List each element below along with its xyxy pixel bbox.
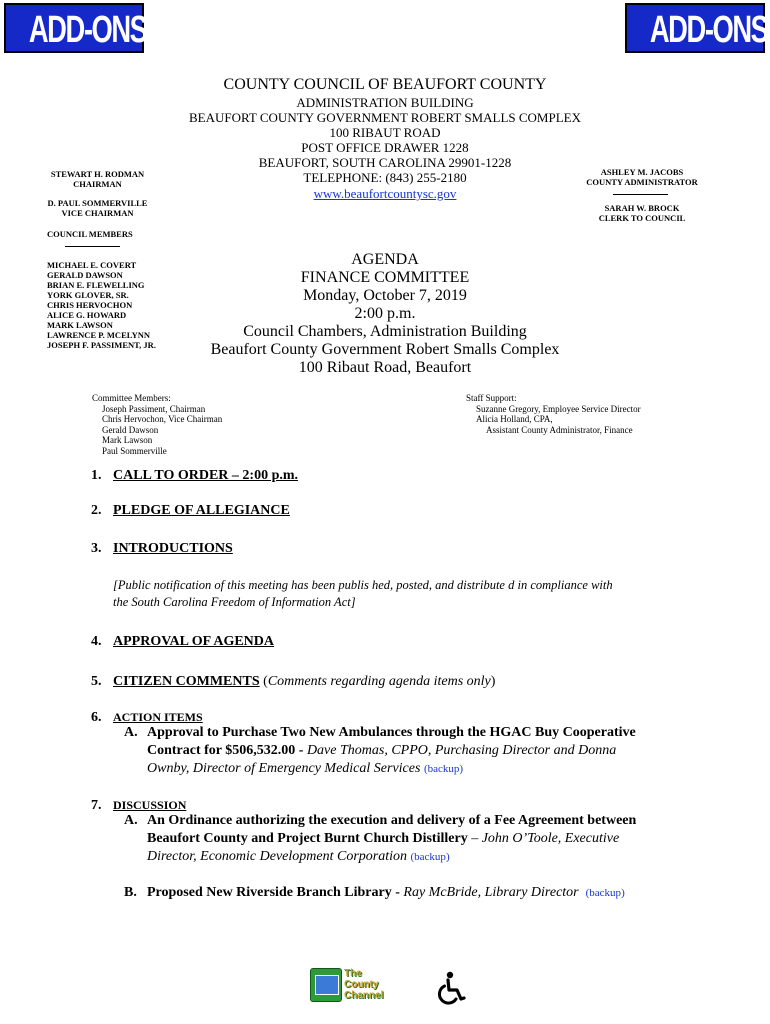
discussion-item-b-bold: Proposed New Riverside Branch Library -	[147, 885, 404, 900]
item-call-to-order	[91, 467, 298, 485]
website-link[interactable]: www.beaufortcountysc.gov	[313, 186, 457, 201]
left-divider	[65, 246, 120, 247]
add-ons-banner-left-text: ADD-ONS	[28, 9, 147, 51]
discussion-item-b-italic: Ray McBride, Library Director	[403, 885, 579, 900]
administrator-name: ASHLEY M. JACOBS	[600, 167, 684, 177]
discussion-item-a-line-2-italic: – John O’Toole, Executive	[467, 831, 620, 846]
staff-support-heading: Staff Support:	[466, 393, 517, 403]
sub-item-letter: B.	[124, 885, 137, 900]
council-title: COUNTY COUNCIL OF BEAUFORT COUNTY	[223, 76, 547, 93]
item-number: 6.	[91, 710, 102, 725]
public-notice	[113, 577, 613, 611]
add-ons-banner-right-text: ADD-ONS	[649, 9, 768, 51]
committee-name: FINANCE COMMITTEE	[300, 269, 470, 286]
sub-item-letter: A.	[124, 725, 138, 740]
item-label: CALL TO ORDER – 2:00 p.m.	[113, 468, 299, 483]
add-ons-banner-right	[625, 3, 768, 53]
item-pledge	[91, 502, 290, 520]
item-number: 4.	[91, 634, 102, 649]
header-telephone: TELEPHONE: (843) 255-2180	[303, 170, 467, 185]
discussion-item-a-line-3-italic: Director, Economic Development Corporation	[147, 849, 407, 864]
item-number: 1.	[91, 468, 102, 483]
staff-member: Alicia Holland, CPA,	[476, 414, 553, 424]
council-member: ALICE G. HOWARD	[47, 310, 127, 320]
action-item-a-line-2-italic: Dave Thomas, CPPO, Purchasing Director and Donna	[306, 743, 617, 758]
meeting-complex: Beaufort County Government Robert Smalls Complex	[210, 341, 560, 358]
item-number: 5.	[91, 674, 102, 689]
header-line-5: BEAUFORT, SOUTH CAROLINA 29901-1228	[258, 155, 512, 170]
administrator-block	[573, 167, 711, 187]
council-member: LAWRENCE P. MCELYNN	[47, 330, 151, 340]
staff-member: Suzanne Gregory, Employee Service Director	[476, 403, 641, 414]
vice-chairman-title: VICE CHAIRMAN	[61, 208, 134, 218]
county-channel-badge	[310, 968, 342, 1002]
staff-member: Assistant County Administrator, Finance	[486, 424, 633, 435]
item-label: PLEDGE OF ALLEGIANCE	[113, 503, 290, 518]
meeting-place: Council Chambers, Administration Building	[243, 323, 527, 340]
item-number: 3.	[91, 541, 102, 556]
item-number: 7.	[91, 798, 102, 813]
citizen-comments-paren-open: (	[259, 674, 268, 689]
logo-word: Channel	[344, 990, 384, 1001]
meeting-time: 2:00 p.m.	[354, 305, 416, 322]
council-member: JOSEPH F. PASSIMENT, JR.	[47, 340, 156, 350]
committee-member: Gerald Dawson	[102, 424, 159, 435]
vice-chairman-block	[40, 198, 155, 218]
clerk-block	[573, 203, 711, 223]
action-item-a-line-2-bold: Contract for $506,532.00 -	[147, 743, 307, 758]
public-notice-line-2: the South Carolina Freedom of Information Act]	[113, 595, 356, 609]
right-divider	[613, 194, 668, 195]
meeting-date: Monday, October 7, 2019	[303, 287, 467, 304]
council-members-heading: COUNCIL MEMBERS	[47, 229, 133, 239]
action-item-a: A. Approval to Purchase Two New Ambulances through the HGAC Buy Cooperative Contract for $506,532.00 - Dave Thomas, CPPO, Purchasing Director and Donna Ownby, Director of Emergency Medical Services (backup)	[124, 725, 636, 776]
header-line-2: BEAUFORT COUNTY GOVERNMENT ROBERT SMALLS COMPLEX	[189, 110, 581, 125]
discussion-item-b: B. Proposed New Riverside Branch Library - Ray McBride, Library Director (backup)	[124, 885, 625, 900]
header-line-3: 100 RIBAUT ROAD	[329, 125, 441, 140]
logo-word: County	[344, 979, 379, 990]
item-approval-of-agenda	[91, 633, 274, 651]
header-line-1: ADMINISTRATION BUILDING	[296, 95, 474, 110]
backup-link[interactable]: backup	[427, 763, 460, 775]
backup-link[interactable]: backup	[414, 851, 446, 863]
clerk-name: SARAH W. BROCK	[604, 203, 680, 213]
council-member: MICHAEL E. COVERT	[47, 260, 137, 270]
wheelchair-icon	[432, 970, 468, 1006]
item-introductions	[91, 540, 233, 558]
meeting-address: 100 Ribaut Road, Beaufort	[298, 359, 472, 376]
discussion-item-a-line-1: An Ordinance authorizing the execution and delivery of a Fee Agreement between	[147, 813, 637, 828]
item-label: INTRODUCTIONS	[113, 541, 233, 556]
committee-member: Mark Lawson	[102, 435, 153, 445]
county-channel-logo	[310, 968, 394, 1004]
add-ons-banner-left	[4, 3, 147, 53]
header-line-4: POST OFFICE DRAWER 1228	[301, 140, 469, 155]
council-member: YORK GLOVER, SR.	[47, 290, 129, 300]
public-notice-line-1: [Public notification of this meeting has been publis hed, posted, and distribute d in compliance with	[113, 578, 613, 592]
action-item-a-line-3-italic: Ownby, Director of Emergency Medical Services	[147, 761, 421, 776]
committee-member: Paul Sommerville	[102, 445, 167, 456]
administrator-title: COUNTY ADMINISTRATOR	[586, 177, 698, 187]
item-label: APPROVAL OF AGENDA	[113, 634, 275, 649]
agenda-heading: AGENDA	[351, 251, 419, 268]
county-channel-text	[344, 968, 383, 1001]
logo-word: The	[344, 968, 362, 979]
chairman-title: CHAIRMAN	[73, 179, 122, 189]
discussion-item-a: A. An Ordinance authorizing the execution and delivery of a Fee Agreement between Beaufort County and Project Burnt Church Distillery – John O’Toole, Executive Director, Economic Development Corporation (backup)	[124, 813, 637, 864]
council-member: BRIAN E. FLEWELLING	[47, 280, 145, 290]
committee-member: Joseph Passiment, Chairman	[102, 403, 206, 414]
citizen-comments-paren-close: )	[490, 674, 496, 689]
item-label: DISCUSSION	[113, 798, 187, 812]
action-item-a-line-1: Approval to Purchase Two New Ambulances through the HGAC Buy Cooperative	[147, 725, 636, 740]
committee-members-heading: Committee Members:	[92, 393, 171, 403]
item-citizen-comments	[91, 673, 495, 691]
citizen-comments-note: Comments regarding agenda items only	[267, 674, 491, 689]
item-label: ACTION ITEMS	[113, 710, 203, 724]
vice-chairman-name: D. PAUL SOMMERVILLE	[47, 198, 148, 208]
committee-member: Chris Hervochon, Vice Chairman	[102, 414, 223, 424]
chairman-block	[40, 169, 155, 189]
council-member: MARK LAWSON	[47, 320, 113, 330]
council-member: CHRIS HERVOCHON	[47, 300, 133, 310]
item-number: 2.	[91, 503, 102, 518]
council-member: GERALD DAWSON	[47, 270, 123, 280]
backup-link[interactable]: backup	[589, 887, 622, 899]
discussion-item-a-line-2-bold: Beaufort County and Project Burnt Church Distillery	[147, 831, 468, 846]
sub-item-letter: A.	[124, 813, 138, 828]
chairman-name: STEWART H. RODMAN	[50, 169, 145, 179]
clerk-title: CLERK TO COUNCIL	[598, 213, 686, 223]
committee-members-block	[92, 393, 222, 456]
item-label: CITIZEN COMMENTS	[113, 674, 260, 689]
staff-support-block	[466, 393, 641, 435]
